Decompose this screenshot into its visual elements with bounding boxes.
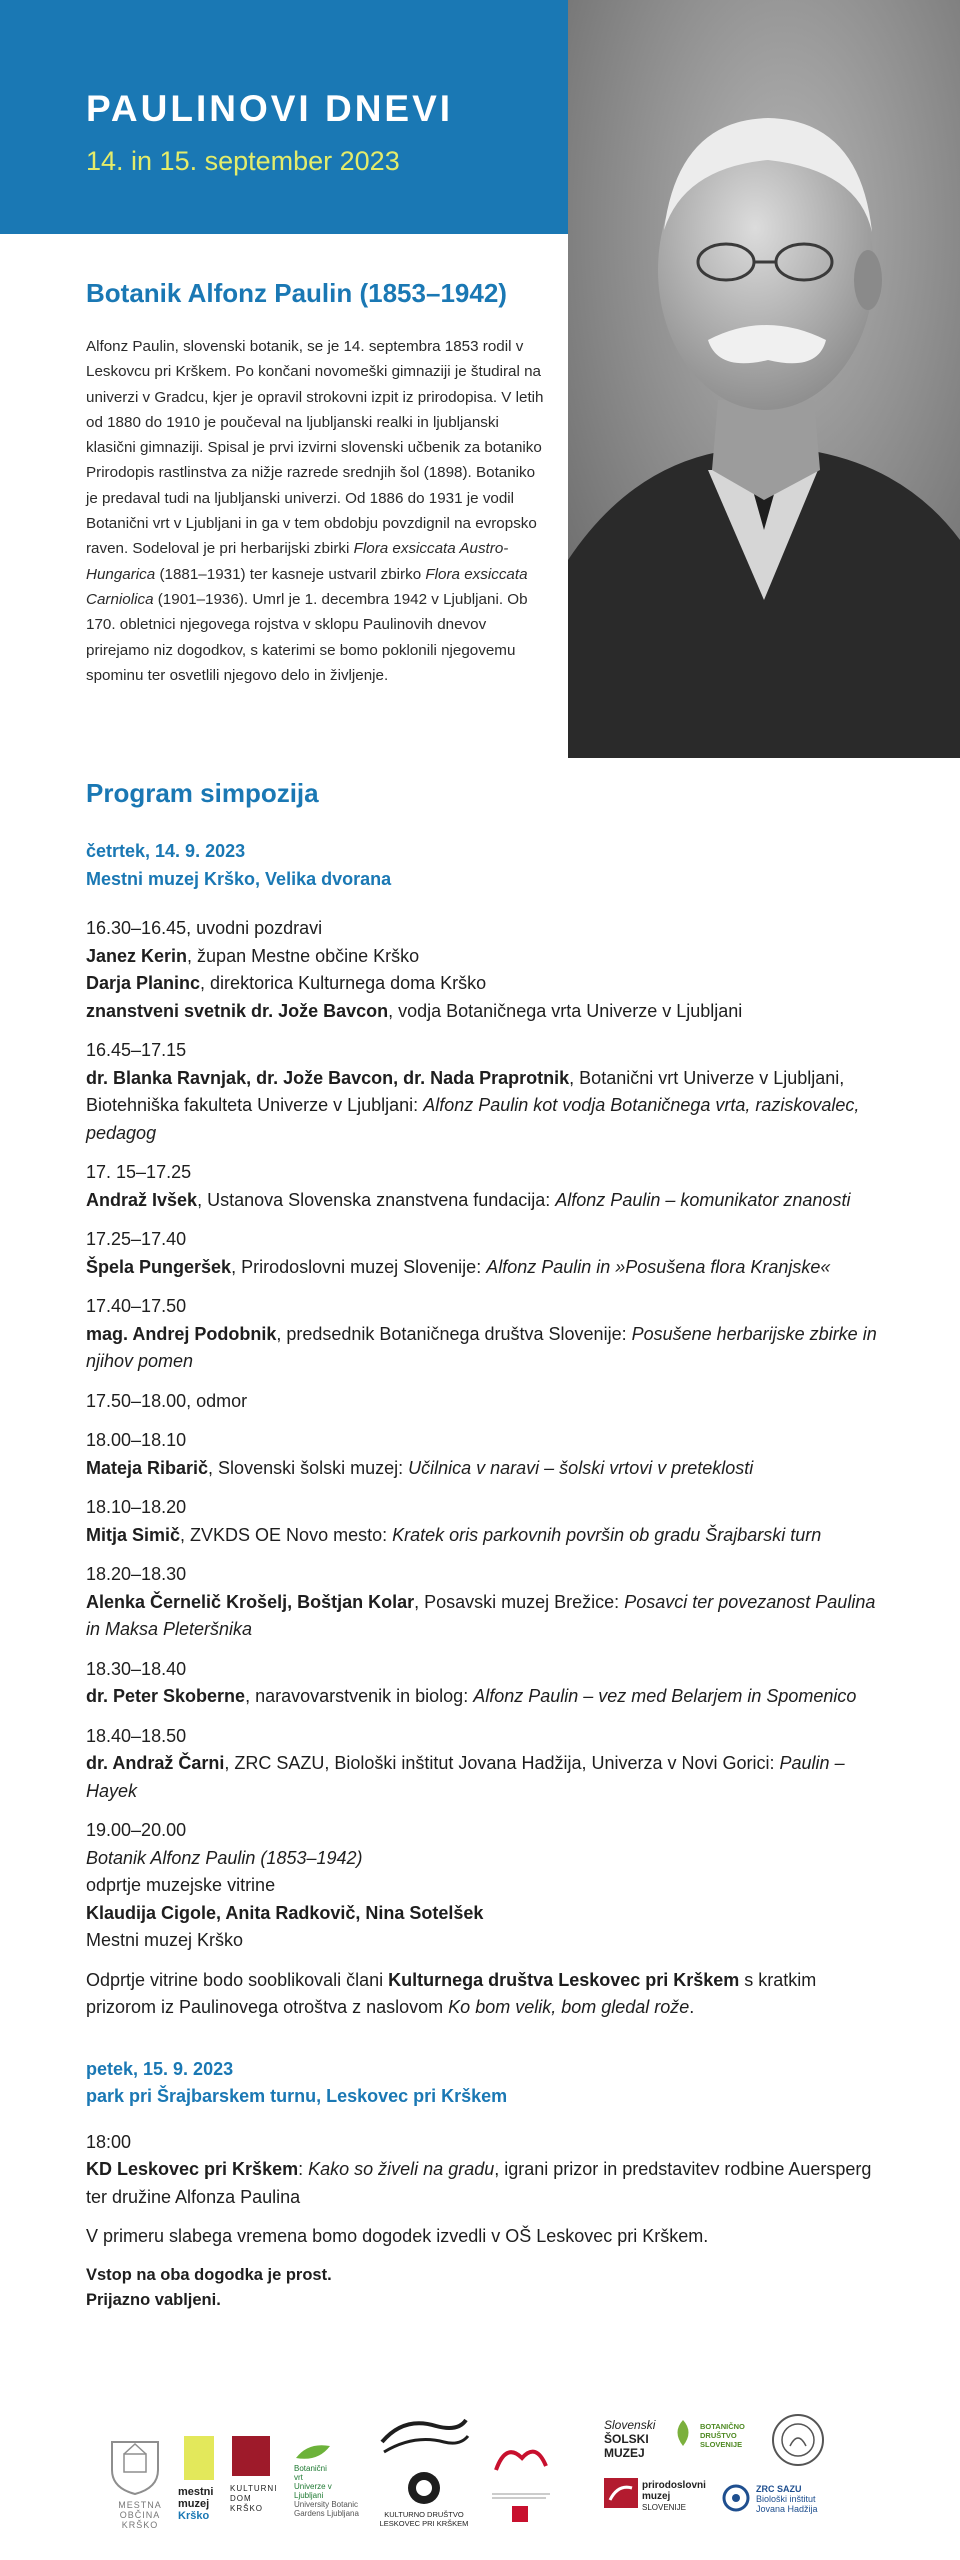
entry-line: odprtje muzejske vitrine: [86, 1875, 276, 1895]
bds-leaf-icon: [670, 2418, 696, 2448]
bv-logo-text: Botanični: [294, 2464, 327, 2473]
mok-logo-text: OBČINA KRŠKO: [119, 2510, 161, 2530]
closing-line-1: Vstop na oba dogodka je prost.: [86, 2265, 332, 2284]
entry-line: mag. Andrej Podobnik, predsednik Botaničnega društva Slovenije: Posušene herbarijske zbirke in njihov pomen: [86, 1323, 877, 1371]
leaf-icon: [294, 2442, 334, 2462]
kd-emblem-icon: [406, 2470, 442, 2506]
day2-block: [86, 2056, 886, 2111]
pms-icon: [604, 2478, 638, 2508]
entry-time: 18.20–18.30: [86, 1564, 187, 1584]
pm-mark-icon: [486, 2436, 556, 2532]
page-title: PAULINOVI DNEVI: [86, 88, 454, 129]
entry-line: Alenka Černelič Krošelj, Boštjan Kolar, Posavski muzej Brežice: Posavci ter povezanost Paulina in Maksa Pleteršnika: [86, 1591, 876, 1639]
bio-heading: Botanik Alfonz Paulin (1853–1942): [86, 278, 507, 308]
swirl-logo-icon: [374, 2412, 474, 2464]
entry-line: Mestni muzej Krško: [86, 1930, 244, 1950]
portrait-illustration: [568, 0, 960, 758]
zrc-icon: [722, 2484, 750, 2512]
program-entry: [86, 1226, 886, 1281]
zrc-logo-text: ZRC SAZU: [756, 2484, 802, 2494]
program-entry: [86, 1656, 886, 1711]
bds-logo-text: BOTANIČNO: [700, 2422, 745, 2431]
entry-line: znanstveni svetnik dr. Jože Bavcon, vodja Botaničnega vrta Univerze v Ljubljani: [86, 1000, 743, 1021]
day2-date: petek, 15. 9. 2023: [86, 2058, 234, 2079]
entry-time: 18.30–18.40: [86, 1658, 187, 1679]
entry-line: Mateja Ribarič, Slovenski šolski muzej: Učilnica v naravi – šolski vrtovi v preteklosti: [86, 1457, 754, 1478]
program-entry: [86, 1159, 886, 1214]
kdk-logo-text: DOM: [230, 2494, 252, 2503]
bv-logo: [294, 2442, 364, 2542]
ssm-logo-text: Slovenski: [604, 2418, 656, 2432]
mmk-logo-mark: [184, 2436, 214, 2480]
portrait-photo: [568, 0, 960, 758]
program-entry: [86, 1723, 886, 1806]
bds-logo-text: SLOVENIJE: [700, 2440, 743, 2449]
program-note: [86, 2223, 886, 2251]
bv-logo-text: Ljubljani: [294, 2491, 324, 2500]
bv-logo-text: vrt: [294, 2473, 303, 2482]
entry-line: KD Leskovec pri Krškem: Kako so živeli na gradu, igrani prizor in predstavitev rodbine Auersperg ter družine Alfonza Paulina: [86, 2159, 872, 2207]
program-note: [86, 1967, 886, 2022]
program-entry: [86, 1427, 886, 1482]
pms-logo-text: muzej: [642, 2491, 671, 2502]
bio-text: Alfonz Paulin, slovenski botanik, se je 14. septembra 1853 rodil v Leskovcu pri Krškem. Po končani novomeški gimnaziji je študiral na univerzi v Gradcu, kjer je opravil strokovni izpit iz prirodopisa. V letih od 1880 do 1910 je poučeval na ljubljanski realki in ljubljanski klasični gimnaziji. Spisal je prvi izvirni slovenski učbenik za botaniko Prirodopis rastlinstva za nižje razrede srednjih šol (1898). Botaniko je predaval tudi na ljubljanski univerzi. Od 1886 do 1931 je vodil Botanični vrt v Ljubljani in ga v tem obdobju povzdignil na evropsko raven. Sodeloval je pri herbarijski zbirki Flora exsiccata Austro-Hungarica (1881–1931) ter kasneje ustvaril zbirko Flora exsiccata Carniolica (1901–1936). Umrl je 1. decembra 1942 v Ljubljani. Ob 170. obletnici njegovega rojstva v sklopu Paulinovih dnevov prirejamo niz dogodkov, s katerimi se bomo poklonili njegovemu spominu ter osvetlili njegovo delo in življenje.: [86, 338, 544, 684]
kdk-logo: [228, 2436, 278, 2536]
program-list: [86, 838, 886, 2313]
header-band: [0, 0, 568, 234]
zrc-logo-text: Biološki inštitut: [756, 2494, 816, 2504]
program-entry: [86, 1037, 886, 1147]
mmk-logo-text: muzej: [178, 2498, 210, 2510]
kdk-logo-text: KULTURNI: [230, 2484, 278, 2493]
entry-time: 16.30–16.45, uvodni pozdravi: [86, 918, 323, 938]
entry-line: Klaudija Cigole, Anita Radkovič, Nina Sotelšek: [86, 1902, 484, 1923]
entry-line: dr. Peter Skoberne, naravovarstvenik in biolog: Alfonz Paulin – vez med Belarjem in Spomenico: [86, 1686, 857, 1706]
entry-time: 17. 15–17.25: [86, 1162, 192, 1182]
seal-icon: [770, 2412, 826, 2468]
ssm-logo-text: MUZEJ: [604, 2446, 645, 2460]
mok-logo-text: MESTNA: [118, 2500, 162, 2510]
mmk-logo-text: mestni: [178, 2486, 214, 2498]
entry-line: Odprtje vitrine bodo sooblikovali člani Kulturnega društva Leskovec pri Krškem s kratkim prizorom iz Paulinovega otroštva z naslovom Ko bom velik, bom gledal rože.: [86, 1969, 817, 2017]
mmk-logo-text: Krško: [178, 2510, 210, 2522]
pms-logo: [604, 2478, 714, 2528]
bds-logo: [670, 2418, 760, 2478]
pm-logo: [486, 2436, 556, 2536]
entry-line: Špela Pungeršek, Prirodoslovni muzej Slovenije: Alfonz Paulin in »Posušena flora Kranjske«: [86, 1256, 831, 1277]
bv-logo-text: Univerze v: [294, 2482, 332, 2491]
entry-line: dr. Blanka Ravnjak, dr. Jože Bavcon, dr. Nada Praprotnik, Botanični vrt Univerze v Ljubljani, Biotehniška fakulteta Univerze v Ljubljani: Alfonz Paulin kot vodja Botaničnega vrta, raziskovalec, pedagog: [86, 1067, 860, 1143]
kdk-logo-mark: [232, 2436, 270, 2476]
bv-logo-text: University Botanic Gardens Ljubljana: [294, 2500, 359, 2518]
closing: [86, 2263, 886, 2313]
ssm-logo: [604, 2418, 664, 2478]
program-entry: [86, 1388, 886, 1416]
entry-time: 18.40–18.50: [86, 1725, 187, 1746]
pms-logo-text: SLOVENIJE: [642, 2503, 687, 2512]
day1-venue: Mestni muzej Krško, Velika dvorana: [86, 868, 392, 889]
program-entry: [86, 1293, 886, 1376]
program-entry: [86, 1494, 886, 1549]
entry-time: 16.45–17.15: [86, 1040, 187, 1060]
day1-date: četrtek, 14. 9. 2023: [86, 841, 246, 861]
mok-logo: [100, 2430, 170, 2530]
entry-time: 18.00–18.10: [86, 1430, 187, 1450]
program-entry: [86, 1817, 886, 1955]
kd-logo-text: LESKOVEC PRI KRŠKEM: [379, 2519, 469, 2528]
entry-line: Andraž Ivšek, Ustanova Slovenska znanstvena fundacija: Alfonz Paulin – komunikator znanosti: [86, 1189, 851, 1210]
program-entry: [86, 2129, 886, 2212]
entry-time: 17.50–18.00, odmor: [86, 1390, 248, 1411]
program-entry: [86, 915, 886, 1025]
seal-logo: [770, 2412, 830, 2472]
entry-line: Botanik Alfonz Paulin (1853–1942): [86, 1847, 363, 1868]
ssm-logo-text: ŠOLSKI: [604, 2432, 649, 2446]
entry-time: 17.25–17.40: [86, 1229, 187, 1249]
pms-logo-text: prirodoslovni: [642, 2480, 706, 2491]
zrc-logo-text: Jovana Hadžija: [756, 2504, 818, 2514]
kdk-logo-text: KRŠKO: [230, 2504, 264, 2513]
entry-line: Janez Kerin, župan Mestne občine Krško: [86, 945, 420, 966]
closing-line-2: Prijazno vabljeni.: [86, 2290, 221, 2309]
entry-line: Darja Planinc, direktorica Kulturnega doma Krško: [86, 973, 487, 993]
entry-time: 19.00–20.00: [86, 1820, 187, 1840]
entry-time: 18.10–18.20: [86, 1497, 187, 1517]
event-date: 14. in 15. september 2023: [86, 146, 400, 176]
entry-time: 17.40–17.50: [86, 1296, 187, 1316]
kd-logo-text: KULTURNO DRUŠTVO: [384, 2510, 464, 2519]
zrc-logo: [722, 2484, 842, 2534]
entry-line: dr. Andraž Čarni, ZRC SAZU, Biološki inštitut Jovana Hadžija, Univerza v Novi Gorici: Paulin – Hayek: [86, 1753, 845, 1801]
entry-line: Mitja Simič, ZVKDS OE Novo mesto: Kratek oris parkovnih površin ob gradu Šrajbarski turn: [86, 1524, 822, 1545]
mok-crest-icon: [100, 2430, 170, 2496]
day2-venue: park pri Šrajbarskem turnu, Leskovec pri Krškem: [86, 2086, 508, 2106]
program-entry: [86, 1561, 886, 1644]
kd-leskovec-logo: [374, 2412, 474, 2542]
bds-logo-text: DRUŠTVO: [700, 2431, 737, 2440]
partner-logos: [86, 2412, 886, 2542]
program-heading: Program simpozija: [86, 778, 319, 808]
entry-time: 18:00: [86, 2131, 132, 2152]
weather-note: V primeru slabega vremena bomo dogodek izvedli v OŠ Leskovec pri Krškem.: [86, 2226, 709, 2246]
mmk-logo: [178, 2436, 218, 2536]
